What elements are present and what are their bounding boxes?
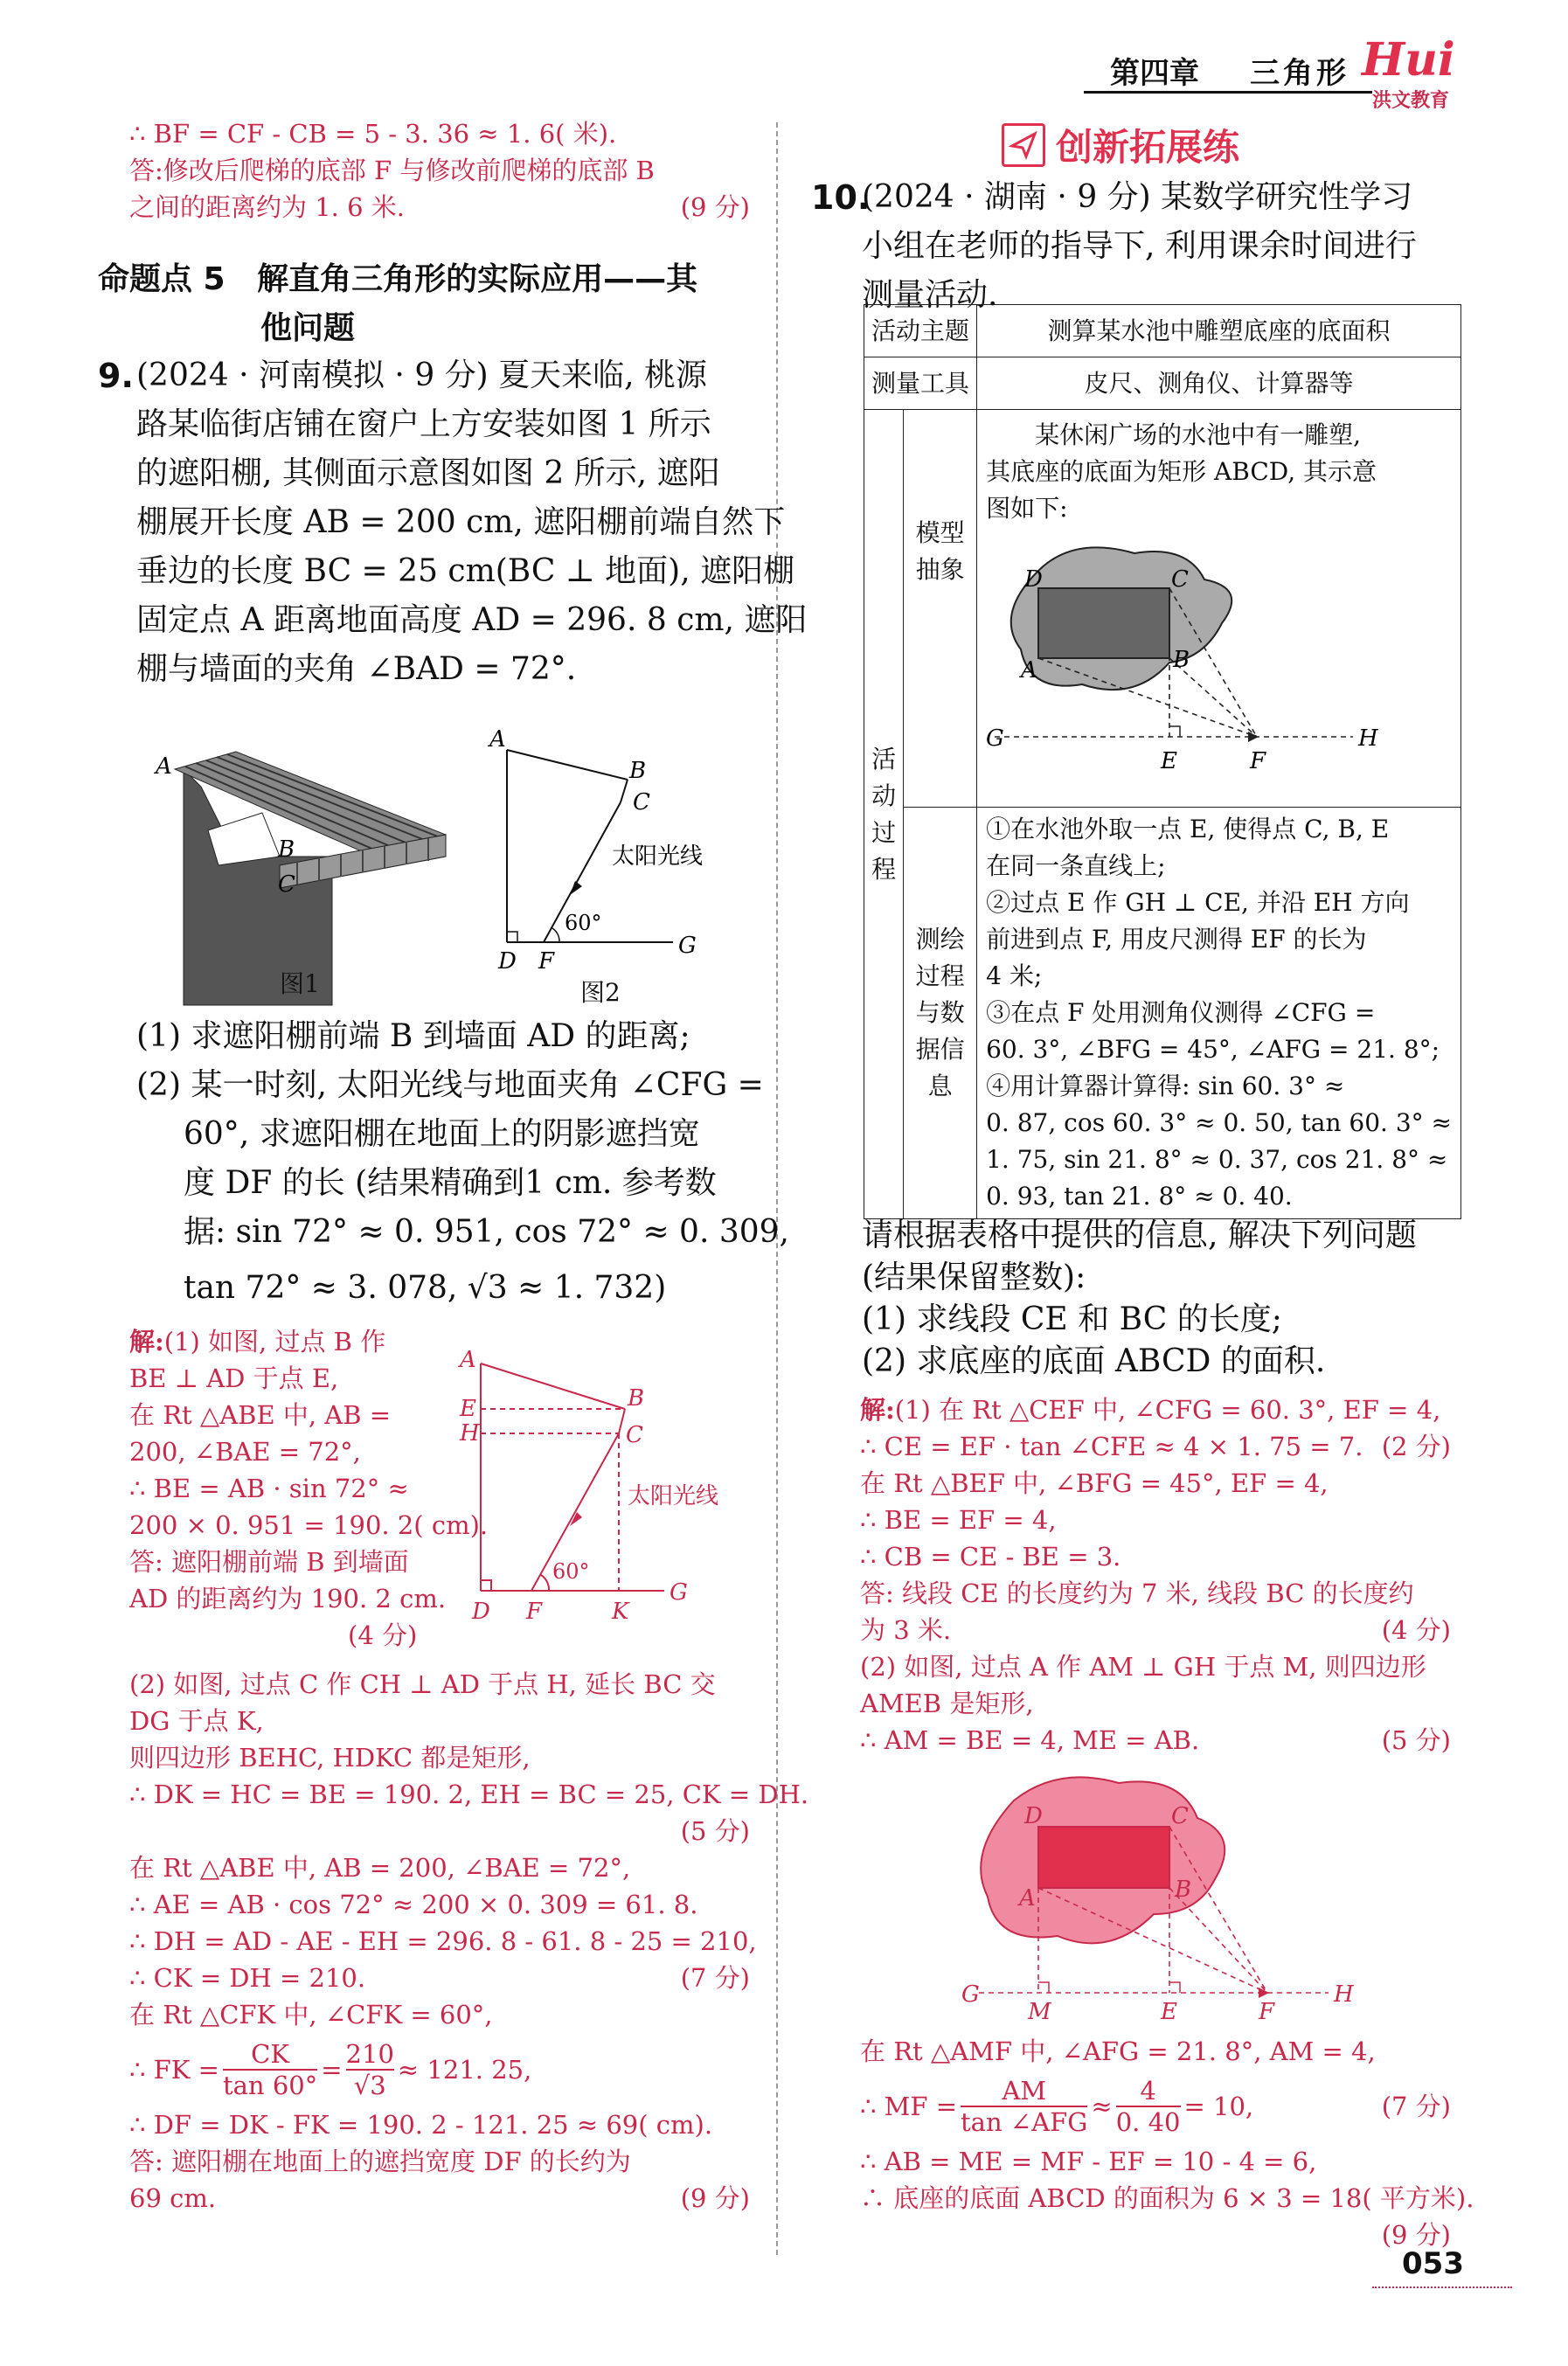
q9-stem: (2024 · 河南模拟 · 9 分) 夏天来临, 桃源 路某临街店铺在窗户上方安装如图 1 所示 的遮阳棚, 其侧面示意图如图 2 所示, 遮阳 棚展开长度 AB = 200 cm, 遮阳棚前端自然下 垂边的长度 BC = 25 cm(BC ⊥ 地面), 遮阳棚 固定点 A 距离地面高度 AD = 296. 8 cm, 遮阳 棚与墙面的夹角 ∠BAD = 72°. [136, 357, 808, 687]
send-icon [1002, 123, 1045, 167]
sol9-sun-label: 太阳光线 [628, 1483, 719, 1509]
score-badge: (5 分) [680, 1816, 750, 1846]
model-label-C: C [1171, 566, 1190, 593]
topic-title-b: 他问题 [260, 310, 356, 346]
table-row-tools-label: 测量工具 [864, 357, 977, 410]
table-row-tools-value: 皮尺、测角仪、计算器等 [977, 357, 1461, 410]
fig2-label-F: F [538, 948, 555, 975]
page-header [1084, 33, 1538, 112]
mf-formula: ∴ MF = $\frac{AM}{\text{tan ∠AFG}}$ ≈ $\frac{4}{0. 40}$ = 10, (7 分) [860, 2076, 1451, 2137]
fig2-label-D: D [498, 948, 517, 975]
q10-after-table: 请根据表格中提供的信息, 解决下列问题 (结果保留整数): (1) 求线段 CE 和 BC 的长度; (2) 求底座的底面 ABCD 的面积. [862, 1218, 1417, 1379]
score-badge: (2 分) [1381, 1432, 1451, 1461]
fig2-label-G: G [678, 933, 697, 959]
sol9-label-A: A [460, 1347, 476, 1373]
sol10-label-F: F [1259, 1999, 1275, 2025]
solution-head: 解: [860, 1395, 895, 1425]
model-figure [986, 527, 1397, 789]
fig1-label-A: A [156, 753, 172, 780]
table-survey-label: 测绘过程与数据信息 [904, 808, 977, 1219]
base-rect [1038, 1827, 1169, 1888]
model-label-H: H [1358, 725, 1378, 752]
q9-number: 9. [98, 357, 134, 395]
sol9-label-H: H [460, 1420, 480, 1447]
sol10-label-G: G [961, 1981, 980, 2008]
score-badge: (9 分) [1381, 2220, 1451, 2250]
q10-number: 10. [811, 178, 871, 217]
topic-heading [98, 255, 697, 353]
section-banner [1002, 119, 1239, 171]
fig1-label-B: B [278, 836, 295, 863]
column-divider [776, 122, 780, 2255]
section-title: 创新拓展练 [1056, 126, 1240, 169]
model-label-G: G [986, 725, 1004, 752]
solution-9-figure [454, 1329, 743, 1626]
table-row-theme-value: 测算某水池中雕塑底座的底面积 [977, 305, 1461, 357]
model-label-D: D [1024, 566, 1043, 593]
sol9-label-D: D [472, 1599, 490, 1625]
activity-table [864, 304, 1461, 1219]
table-model-content: 某休闲广场的水池中有一雕塑, 其底座的底面为矩形 ABCD, 其示意 图如下: D C A B G E F H [977, 410, 1461, 808]
sol10-label-E: E [1161, 1999, 1177, 2025]
model-label-A: A [1021, 657, 1037, 683]
sol10-label-B: B [1175, 1877, 1192, 1903]
sol9-label-K: K [612, 1599, 629, 1625]
q9-subquestions: (1) 求遮阳棚前端 B 到墙面 AD 的距离; (2) 某一时刻, 太阳光线与地面夹角 ∠CFG = 60°, 求遮阳棚在地面上的阴影遮挡宽 度 DF 的长 (结果精确到1 cm. 参考数 据: sin 72° ≈ 0. 951, cos 72° ≈ 0. 309, tan 72° ≈ 3. 078, √3 ≈ 1. 732) [136, 1018, 789, 1306]
page-number: 053 [1402, 2246, 1464, 2281]
score-badge: (9 分) [680, 192, 750, 222]
solution-10-part2: 在 Rt △AMF 中, ∠AFG = 21. 8°, AM = 4, ∴ MF = $\frac{AM}{\text{tan ∠AFG}}$ ≈ $\frac{4}{0. 40}$ = 10, (7 分) ∴ AB = ME = MF - EF = 10 - 4 = 6, ∴ 底座的底面 ABCD 的面积为 6 × 3 = 18( 平方米). (9 分) [860, 2033, 1451, 2253]
sol10-label-A: A [1019, 1885, 1036, 1912]
sol10-label-C: C [1171, 1803, 1189, 1829]
topic-label: 命题点 5 [98, 261, 225, 297]
sol10-label-M: M [1028, 1999, 1051, 2025]
brand-logo-mark: Hui [1362, 33, 1455, 87]
header-rule [1084, 91, 1372, 94]
fig2-label-A: A [489, 726, 506, 753]
fk-formula: ∴ FK = $\frac{CK}{\tan 60^\circ}$ = $\frac{210}{√3}$ ≈ 121. 25, [129, 2039, 532, 2100]
sol9-label-C: C [626, 1422, 643, 1448]
figure-2-caption: 图2 [580, 978, 621, 1007]
score-badge: (4 分) [1381, 1615, 1451, 1645]
sol10-label-H: H [1334, 1981, 1354, 2008]
sol9-label-F: F [526, 1599, 543, 1625]
chapter-title: 三角形 [1250, 56, 1349, 91]
solution-10-figure [961, 1766, 1363, 2028]
score-badge: (9 分) [680, 2183, 750, 2213]
fig1-label-C: C [278, 871, 295, 898]
topic-title-a: 解直角三角形的实际应用——其 [257, 261, 698, 297]
table-row-theme-label: 活动主题 [864, 305, 977, 357]
model-label-F: F [1250, 748, 1266, 774]
score-badge: (4 分) [348, 1620, 418, 1650]
score-badge: (5 分) [1381, 1725, 1451, 1755]
model-label-B: B [1173, 647, 1190, 673]
chapter-label: 第四章 [1110, 56, 1199, 91]
sol9-label-G: G [670, 1579, 688, 1606]
sol9-angle-label: 60° [552, 1559, 590, 1584]
brand-name: 洪文教育 [1372, 90, 1450, 112]
sol10-label-D: D [1024, 1803, 1043, 1829]
figure-1-caption: 图1 [280, 969, 320, 998]
fig2-angle-label: 60° [565, 911, 602, 935]
q10-stem: (2024 · 湖南 · 9 分) 某数学研究性学习 小组在老师的指导下, 利用课余时间进行 测量活动. [862, 179, 1417, 313]
fig2-label-B: B [629, 758, 647, 784]
score-badge: (7 分) [680, 1963, 750, 1993]
solution-10-part1: 解:(1) 在 Rt △CEF 中, ∠CFG = 60. 3°, EF = 4, ∴ CE = EF · tan ∠CFE ≈ 4 × 1. 75 = 7. (2 分) 在 Rt △BEF 中, ∠BFG = 45°, EF = 4, ∴ BE = EF = 4, ∴ CB = CE - BE = 3. 答: 线段 CE 的长度约为 7 米, 线段 BC 的长度约 为 3 米. (4 分) (2) 如图, 过点 A 作 AM ⊥ GH 于点 M, 则四边形 AMEB 是矩形, ∴ AM = BE = 4, ME = AB. (5 分) [860, 1391, 1451, 1759]
model-label-E: E [1161, 748, 1178, 774]
base-rect [1038, 588, 1169, 658]
table-group-label: 活动过程 [864, 410, 904, 1219]
prev-answer: ∴ BF = CF - CB = 5 - 3. 36 ≈ 1. 6( 米). 答:修改后爬梯的底部 F 与修改前爬梯的底部 B 之间的距离约为 1. 6 米. (9 分) [129, 115, 750, 225]
sun-ray-arrow [570, 881, 582, 895]
solution-9-part1: 解:(1) 如图, 过点 B 作 BE ⊥ AD 于点 E, 在 Rt △ABE 中, AB = 200, ∠BAE = 72°, ∴ BE = AB · sin 72° ≈ 200 × 0. 951 = 190. 2( cm). 答: 遮阳棚前端 B 到墙面 AD 的距离约为 190. 2 cm. (4 分) [129, 1323, 479, 1654]
fig2-sun-label: 太阳光线 [612, 843, 704, 870]
table-survey-content: ①在水池外取一点 E, 使得点 C, B, E 在同一条直线上; ②过点 E 作 GH ⊥ CE, 并沿 EH 方向 前进到点 F, 用皮尺测得 EF 的长为 4 米; ③在点 F 处用测角仪测得 ∠CFG = 60. 3°, ∠BFG = 45°, ∠AFG = 21. 8°; ④用计算器计算得: sin 60. 3° ≈ 0. 87, cos 60. 3° ≈ 0. 50, tan 60. 3° ≈ 1. 75, sin 21. 8° ≈ 0. 37, cos 21. 8° ≈ 0. 93, tan 21. 8° ≈ 0. 40. [977, 808, 1461, 1219]
table-model-label: 模型抽象 [904, 410, 977, 808]
sol9-label-E: E [460, 1396, 476, 1422]
score-badge: (7 分) [1381, 2092, 1451, 2121]
sol9-label-B: B [628, 1385, 645, 1412]
solution-head: 解: [129, 1327, 164, 1356]
fig2-label-C: C [633, 789, 650, 815]
figure-2-diagram [481, 724, 708, 986]
footer-rule [1372, 2286, 1512, 2288]
window-opening [208, 813, 280, 865]
solution-9-part2: (2) 如图, 过点 C 作 CH ⊥ AD 于点 H, 延长 BC 交 DG 于点 K, 则四边形 BEHC, HDKC 都是矩形, ∴ DK = HC = BE = 190. 2, EH = BC = 25, CK = DH. (5 分) 在 Rt △ABE 中, AB = 200, ∠BAE = 72°, ∴ AE = AB · cos 72° ≈ 200 × 0. 309 = 61. 8. ∴ DH = AD - AE - EH = 296. 8 - 61. 8 - 25 = 210, ∴ CK = DH = 210. (7 分) 在 Rt △CFK 中, ∠CFK = 60°, ∴ FK = $\frac{CK}{\tan 60^\circ}$ = $\frac{210}{√3}$ ≈ 121. 25, ∴ DF = DK - FK = 190. 2 - 121. 25 ≈ 69( cm). 答: 遮阳棚在地面上的遮挡宽度 DF 的长约为 69 cm. (9 分) [129, 1666, 750, 2217]
